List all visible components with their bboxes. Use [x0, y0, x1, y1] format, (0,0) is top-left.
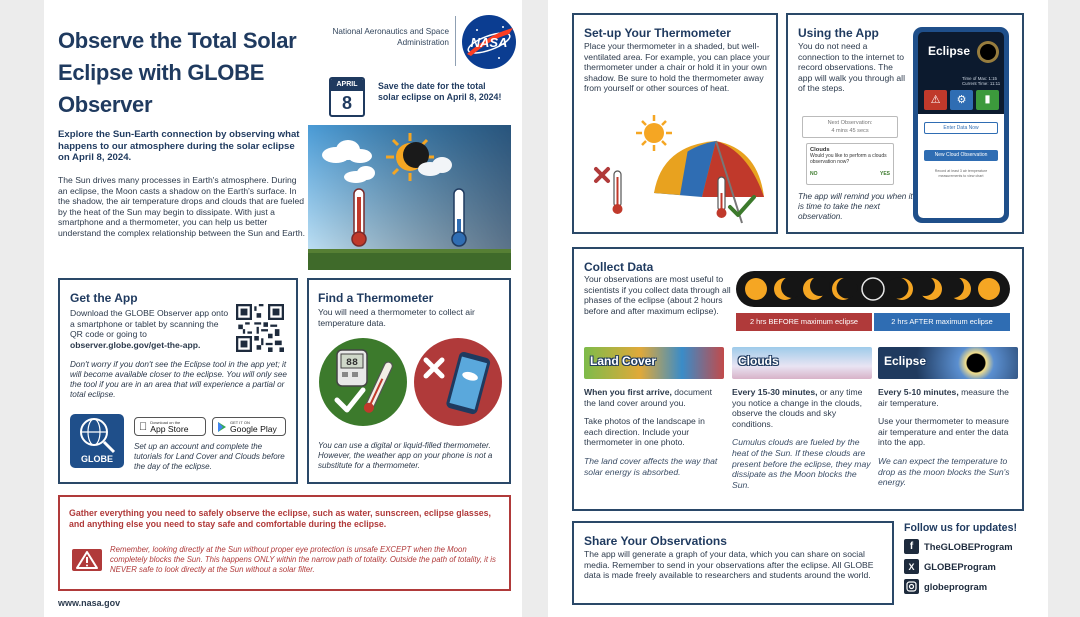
nasa-logo-icon — [459, 12, 519, 72]
calendar-day: 8 — [341, 93, 352, 113]
next-observation-label: Next Observation: — [827, 120, 873, 126]
setup-thermometer-box — [572, 13, 778, 234]
get-the-app-link[interactable]: observer.globe.gov/get-the-app. — [70, 339, 201, 350]
get-the-app-title: Get the App — [70, 291, 138, 305]
land-cover-photos-text: Take photos of the landscape in each direction. Include your thermometer in one photo. — [584, 416, 705, 448]
get-the-app-text — [70, 308, 232, 350]
collect-data-box — [572, 247, 1024, 511]
facebook-icon: f — [904, 539, 919, 554]
before-max-label: 2 hrs BEFORE maximum eclipse — [736, 313, 872, 331]
eclipse-corona-icon — [976, 40, 1000, 64]
eclipse-instruction: measure the air temperature. — [878, 387, 1009, 408]
share-text: The app will generate a graph of your data, which you can share on social media. Remember to send in your observations after the eclipse. All GLOBE data is made freely available to researchers and students around the world. — [584, 549, 874, 581]
eye-safety-warning: Remember, looking directly at the Sun without proper eye protection is unsafe EXCEPT when the Moon completely blocks the Sun. This happens ONLY within the narrow path of totality. Outside the path of totality, it is NEVER safe to look directly at the Sun without a solar filter. — [110, 545, 496, 574]
clouds-header-text: Clouds — [738, 354, 779, 368]
using-note: The app will remind you when it is time to take the next observation. — [798, 192, 913, 221]
app-store-text: App Store — [142, 423, 181, 434]
calendar-month: APRIL — [331, 79, 363, 91]
instagram-icon — [904, 579, 919, 594]
facebook-handle: TheGLOBEProgram — [924, 541, 1013, 552]
using-the-app-box — [786, 13, 1024, 234]
setup-title: Set-up Your Thermometer — [584, 26, 731, 40]
sunlit-thermometer-icon — [613, 171, 623, 214]
land-cover-header-text: Land Cover — [590, 354, 657, 368]
get-the-app-note: Don't worry if you don't see the Eclipse tool in the app yet; it will become available closer to the eclipse. You will only see the tool if you are in an area that will experience a partial or total eclipse. — [70, 360, 287, 399]
google-play-small-text: GET IT ON — [230, 419, 250, 425]
shaded-thermometer-icon — [717, 177, 727, 218]
x-icon: X — [904, 559, 919, 574]
apple-icon — [139, 421, 147, 433]
phone-current-time-label: Current Time: — [962, 81, 989, 87]
phone-enter-data-button[interactable]: Enter Data Now — [924, 122, 998, 134]
land-cover-note: The land cover affects the way that solar energy is absorbed. — [584, 455, 718, 477]
calendar-icon — [329, 77, 365, 117]
warning-triangle-icon — [72, 549, 102, 571]
rejected-phone-app-icon — [412, 336, 504, 428]
phone-settings-button[interactable]: ⚙ — [950, 90, 973, 110]
google-play-icon — [217, 422, 227, 432]
globe-label: GLOBE — [80, 454, 113, 464]
page-title: Observe the Total Solar Eclipse with GLOBE Observer — [58, 28, 297, 117]
cold-thermometer-icon — [452, 189, 466, 246]
warning-icon — [72, 549, 102, 571]
clouds-timing: Every 15-30 minutes, — [732, 387, 818, 397]
approved-thermometers-icon — [317, 336, 409, 428]
eclipse-column — [878, 347, 1018, 488]
save-the-date: Save the date for the total solar eclipse on April 8, 2024! — [378, 81, 502, 102]
get-the-app-instructions: Download the GLOBE Observer app onto a smartphone or tablet by scanning the QR code or going to — [70, 308, 229, 340]
find-thermometer-note: You can use a digital or liquid-filled thermometer. However, the weather app on your phone is not a substitute for a thermometer. — [318, 441, 493, 470]
eclipse-note: We can expect the temperature to drop as the moon blocks the Sun's energy. — [878, 455, 1010, 488]
next-observation-card — [802, 116, 898, 138]
eclipse-timing: Every 5-10 minutes, — [878, 387, 959, 397]
phone-screen — [918, 32, 1004, 218]
x-link[interactable] — [904, 559, 1024, 574]
eclipse-header-text: Eclipse — [884, 354, 927, 368]
agency-name: National Aeronautics and Space Administration — [332, 27, 449, 47]
using-title: Using the App — [798, 26, 879, 40]
phone-time-max-label: Time of Max: — [962, 76, 988, 81]
umbrella-icon — [654, 141, 764, 223]
clouds-note: Cumulus clouds are fueled by the heat of the Sun. If these clouds are present before the eclipse, they may dissipate as the Moon blocks the Sun. — [732, 437, 871, 490]
hot-thermometer-icon — [352, 189, 366, 246]
eclipse-header — [878, 347, 1018, 379]
facebook-link[interactable] — [904, 539, 1024, 554]
qr-code-icon[interactable] — [236, 304, 284, 352]
app-store-small-text: Download on the — [142, 419, 173, 425]
phone-new-cloud-button[interactable]: New Cloud Observation — [924, 150, 998, 161]
phone-warning-button[interactable]: ⚠ — [924, 90, 947, 110]
share-observations-box — [572, 521, 894, 605]
land-cover-column — [584, 347, 724, 477]
sun-icon — [636, 115, 672, 151]
using-text: You do not need a connection to the internet to record observations. The app will walk you through all of the steps. — [798, 41, 906, 94]
find-thermometer-text: You will need a thermometer to collect air temperature data. — [318, 307, 475, 328]
google-play-badge[interactable] — [212, 417, 286, 436]
app-store-badge[interactable] — [134, 417, 206, 436]
find-thermometer-box — [307, 278, 511, 484]
clouds-prompt-question: Would you like to perform a clouds observation now? — [810, 153, 887, 165]
phone-footer-text: Record at least 3 air temperature measurements to view chart — [934, 169, 988, 178]
globe-app-icon[interactable] — [70, 414, 124, 468]
land-cover-timing: When you first arrive, — [584, 387, 672, 397]
clouds-prompt-title: Clouds — [810, 147, 830, 153]
clouds-no-button[interactable]: NO — [810, 171, 818, 177]
globe-observer-icon — [70, 414, 124, 454]
x-handle: GLOBEProgram — [924, 561, 996, 572]
share-title: Share Your Observations — [584, 534, 727, 548]
phone-time-max-value: 1:15 — [988, 76, 997, 81]
nasa-url[interactable]: www.nasa.gov — [58, 598, 121, 608]
land-cover-header — [584, 347, 724, 379]
google-play-text: Google Play — [230, 423, 277, 434]
follow-us — [904, 522, 1024, 594]
safety-box — [58, 495, 511, 591]
collect-title: Collect Data — [584, 260, 654, 274]
clouds-prompt-dialog — [806, 143, 894, 185]
divider — [455, 16, 456, 66]
next-observation-time: 4 mins 45 secs — [831, 128, 869, 134]
lead-paragraph: Explore the Sun-Earth connection by observing what happens to our atmosphere during the solar eclipse on April 8, 2024. — [58, 129, 300, 164]
clouds-instruction: or any time you notice a change in the clouds, observe the clouds and sky conditions. — [732, 387, 863, 429]
digital-thermometer-reading: 88 — [345, 358, 359, 369]
clouds-yes-button[interactable]: YES — [879, 171, 890, 177]
left-page — [44, 0, 522, 617]
instagram-link[interactable] — [904, 579, 1024, 594]
find-thermometer-title: Find a Thermometer — [318, 291, 434, 305]
get-the-app-box — [58, 278, 298, 484]
setup-text: Place your thermometer in a shaded, but well-ventilated area. For example, you can place your thermometer under a chair or hold it in your own shadow. Be sure to hold the thermometer away from yourself or other sources of heat. — [584, 41, 770, 94]
intro-paragraph: The Sun drives many processes in Earth's atmosphere. During an eclipse, the Moon casts a shadow on the Earth's surface. In the shadow, the air temperature drops and clouds that are fueled by the heat of the Sun may begin to dissipate. With just a smartphone and a thermometer, you can help us better understand the complex relationship between the Sun and Earth. — [58, 175, 305, 238]
phone-current-time-value: 11:11 — [989, 81, 1001, 87]
after-max-label: 2 hrs AFTER maximum eclipse — [874, 313, 1010, 331]
instagram-handle: globeprogram — [924, 581, 988, 592]
eclipse-measure-text: Use your thermometer to measure air temperature and enter the data into the app. — [878, 416, 1009, 448]
eclipse-scene-illustration — [308, 125, 511, 270]
eclipse-phases-strip — [736, 271, 1010, 307]
gather-supplies-text: Gather everything you need to safely observe the eclipse, such as water, sunscreen, eclipse glasses, and anything else you need to stay safe and comfortable during the eclipse. — [69, 508, 491, 529]
clouds-header — [732, 347, 872, 379]
clouds-column — [732, 347, 872, 490]
collect-text: Your observations are most useful to scientists if you collect data through all phases of the eclipse (about 2 hours before and after maximum eclipse). — [584, 274, 731, 316]
follow-title: Follow us for updates! — [904, 522, 1017, 534]
right-page — [548, 0, 1048, 617]
phone-mockup — [913, 27, 1009, 223]
phone-chart-button[interactable]: ▮ — [976, 90, 999, 110]
phone-app-title: Eclipse — [928, 44, 971, 58]
setup-account-text: Set up an account and complete the tutorials for Land Cover and Clouds before the day of the eclipse. — [134, 442, 285, 471]
nasa-logo-text: NASA — [470, 35, 508, 50]
shaded-thermometer-illustration — [592, 115, 768, 225]
x-mark-icon — [596, 169, 608, 181]
phase-icons — [745, 276, 1000, 300]
land-cover-instruction: document the land cover around you. — [584, 387, 713, 408]
